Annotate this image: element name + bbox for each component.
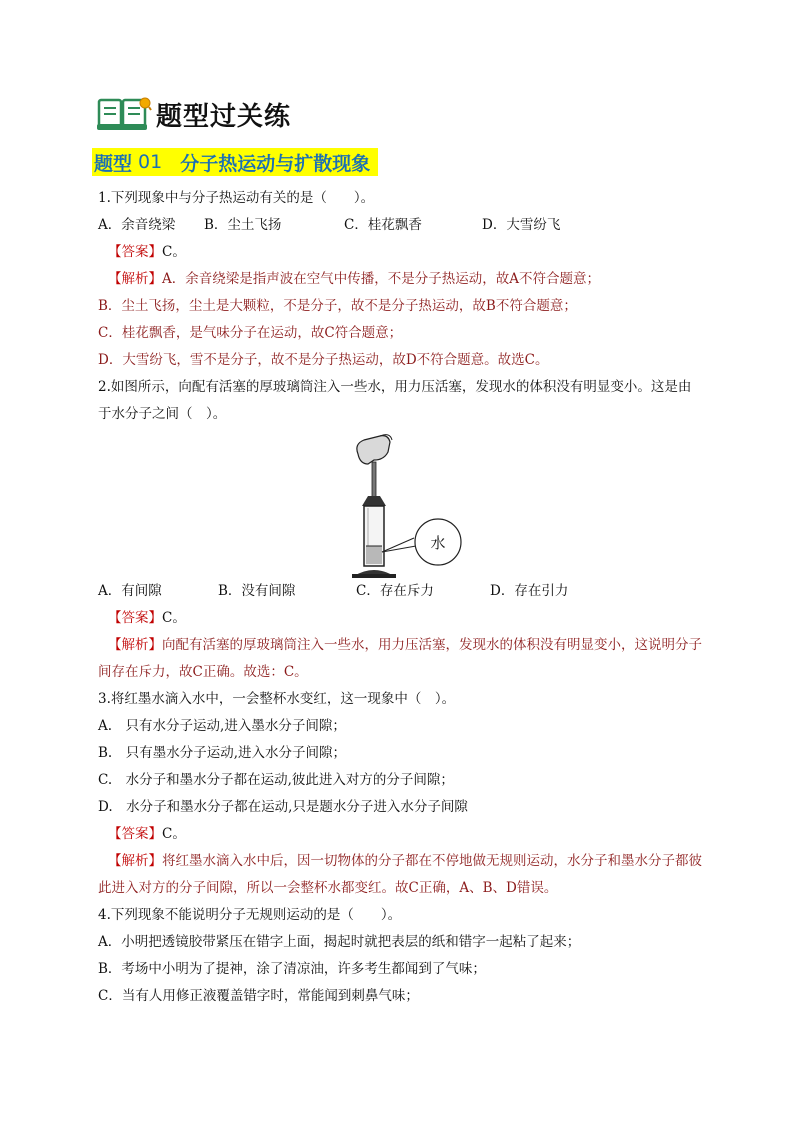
q2-option-c: C．存在斥力: [356, 583, 434, 599]
section-heading: [92, 148, 378, 176]
q2-option-d: D．存在引力: [490, 583, 569, 599]
q1-analysis-3: C．桂花飘香，是气味分子在运动，故C符合题意；: [98, 325, 403, 341]
q3-answer: [98, 821, 738, 848]
q1-option-a: A．余音绕梁: [98, 217, 176, 233]
q4-stem: 4.下列现象不能说明分子无规则运动的是（ ）。: [98, 907, 402, 923]
q4-option-b: B．考场中小明为了提神，涂了清凉油，许多考生都闻到了气味；: [98, 961, 486, 977]
q3-option-c: C. 水分子和墨水分子都在运动,彼此进入对方的分子间隙；: [98, 772, 454, 788]
answer-tag: 【答案】: [108, 826, 162, 842]
q2-analysis-1: [98, 632, 738, 659]
piston-cylinder-diagram: [344, 434, 494, 580]
page-header: [96, 94, 291, 134]
analysis-text: 将红墨水滴入水中后，因一切物体的分子都在不停地做无规则运动，水分子和墨水分子都彼: [162, 853, 702, 869]
q1-option-c: C．桂花飘香: [344, 217, 422, 233]
answer-tag: 【答案】: [108, 244, 162, 260]
q3-analysis-2: 此进入对方的分子间隙，所以一会整杯水都变红。故C正确，A、B、D错误。: [98, 880, 558, 896]
section-type: 题型: [94, 152, 133, 175]
q2-analysis-2: 间存在斥力，故C正确。故选：C。: [98, 664, 308, 680]
q3-analysis-1: [98, 848, 738, 875]
q2-stem-1: 2.如图所示，向配有活塞的厚玻璃筒注入一些水，用力压活塞，发现水的体积没有明显变小。这是由: [98, 379, 692, 395]
q4-option-a: A．小明把透镜胶带紧压在错字上面，揭起时就把表层的纸和错字一起粘了起来；: [98, 934, 581, 950]
open-book-icon: [96, 96, 152, 132]
analysis-tag: 【解析】: [108, 271, 162, 287]
answer-text: C。: [162, 244, 186, 260]
q1-analysis-1: [98, 266, 738, 293]
question-content: [98, 185, 738, 1010]
q1-options: [98, 212, 738, 239]
analysis-tag: 【解析】: [108, 637, 162, 653]
analysis-text: A．余音绕梁是指声波在空气中传播，不是分子热运动，故A不符合题意；: [162, 271, 600, 287]
q1-stem: 1.下列现象中与分子热运动有关的是（ ）。: [98, 190, 375, 206]
section-number: 01: [138, 151, 163, 173]
q3-option-a: A. 只有水分子运动,进入墨水分子间隙；: [98, 718, 346, 734]
syringe-figure: [98, 428, 738, 578]
q3-option-b: B. 只有墨水分子运动,进入水分子间隙；: [98, 745, 347, 761]
q1-answer: [98, 239, 738, 266]
analysis-tag: 【解析】: [108, 853, 162, 869]
analysis-text: 向配有活塞的厚玻璃筒注入一些水，用力压活塞，发现水的体积没有明显变小，这说明分子: [162, 637, 702, 653]
answer-tag: 【答案】: [108, 610, 162, 626]
q3-option-d: D. 水分子和墨水分子都在运动,只是题水分子进入水分子间隙: [98, 799, 468, 815]
q2-option-b: B．没有间隙: [218, 583, 296, 599]
q4-option-c: C．当有人用修正液覆盖错字时，常能闻到刺鼻气味；: [98, 988, 419, 1004]
q2-stem-2: 于水分子之间（ ）。: [98, 406, 227, 422]
q2-answer: [98, 605, 738, 632]
q1-analysis-4: D．大雪纷飞，雪不是分子，故不是分子热运动，故D不符合题意。故选C。: [98, 352, 549, 368]
q1-option-b: B．尘土飞扬: [204, 217, 282, 233]
q3-stem: 3.将红墨水滴入水中，一会整杯水变红，这一现象中（ ）。: [98, 691, 456, 707]
q2-options: [98, 578, 738, 605]
answer-text: C。: [162, 610, 186, 626]
answer-text: C。: [162, 826, 186, 842]
figure-label: 水: [430, 534, 446, 552]
q2-option-a: A．有间隙: [98, 583, 162, 599]
q1-option-d: D．大雪纷飞: [482, 217, 561, 233]
section-title: 分子热运动与扩散现象: [180, 152, 371, 175]
q1-analysis-2: B．尘土飞扬，尘土是大颗粒，不是分子，故不是分子热运动，故B不符合题意；: [98, 298, 577, 314]
page-title: 题型过关练: [156, 101, 292, 132]
